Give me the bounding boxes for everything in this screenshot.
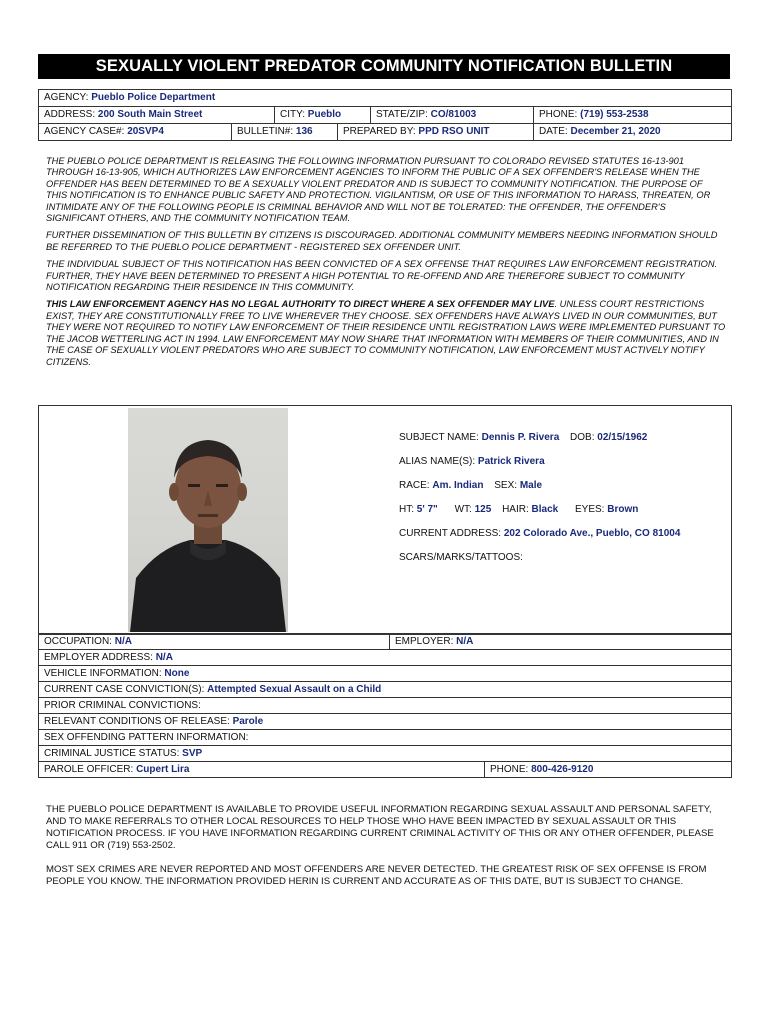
prepared-value: PPD RSO UNIT: [418, 126, 490, 137]
subject-name: Dennis P. Rivera: [481, 432, 560, 443]
bulletin-value: 136: [295, 126, 313, 137]
parole-row: PAROLE OFFICER: Cupert Lira PHONE: 800-426-9120: [39, 762, 731, 777]
agency-value: Pueblo Police Department: [91, 92, 216, 103]
employer-address-value: N/A: [155, 652, 173, 663]
occupation-value: N/A: [114, 636, 132, 647]
subject-box: [38, 405, 732, 635]
physical-line: HT: 5' 7" WT: 125 HAIR: Black EYES: Brown: [399, 504, 639, 515]
intro-paragraph-1: THE PUEBLO POLICE DEPARTMENT IS RELEASING THE FOLLOWING INFORMATION PURSUANT TO COLORADO REVISED STATUTES 16-13-901 THROUGH 16-13-905, WHICH AUTHORIZES LAW ENFORCEMENT AGENCIES TO INFORM THE PUBLIC OF A SEX OFFENDER'S RELEASE WHEN THE OFFENDER HAS BEEN DETERMINED TO BE A SEXUALLY VIOLENT PREDATOR AND IS SUBJECT TO COMMUNITY NOTIFICATION. THE PURPOSE OF THIS NOTIFICATION IS TO ENHANCE PUBLIC SAFETY AND PROTECTION. VIGILANTISM, OR USE OF THIS INFORMATION TO HARASS, THREATEN, OR INTIMIDATE ANY OF THE FOLLOWING PEOPLE IS CRIMINAL BEHAVIOR AND WILL NOT BE TOLERATED: THE OFFENDER, THE OFFENDER'S SIGNIFICANT OTHERS, AND THE COMMUNITY NOTIFICATION TEAM.: [46, 156, 711, 224]
footer-text: [46, 804, 722, 900]
subject-height: 5' 7": [416, 504, 438, 515]
employer-value: N/A: [456, 636, 474, 647]
address-row: ADDRESS: 200 South Main Street CITY: Pueblo STATE/ZIP: CO/81003 PHONE: (719) 553-2538: [39, 107, 731, 124]
subject-sex: Male: [519, 480, 543, 491]
city-value: Pueblo: [307, 109, 342, 120]
statezip-value: CO/81003: [430, 109, 477, 120]
offender-details-table: [38, 633, 732, 778]
footer-paragraph-1: THE PUEBLO POLICE DEPARTMENT IS AVAILABLE TO PROVIDE USEFUL INFORMATION REGARDING SEXUAL ASSAULT AND PERSONAL SAFETY, AND TO MAKE REFERRALS TO OTHER LOCAL RESOURCES TO HELP THOSE WHO HAVE BEEN IMPACTED BY SEXUAL ASSAULT OR THIS NOTIFICATION PROCESS. IF YOU HAVE INFORMATION REGARDING CURRENT CRIMINAL ACTIVITY OF THIS OR ANY OTHER OFFENDER, PLEASE CALL 911 OR (719) 553-2502.: [46, 804, 714, 851]
race-sex-line: RACE: Am. Indian SEX: Male: [399, 480, 543, 491]
prior-conviction-row: PRIOR CRIMINAL CONVICTIONS:: [39, 698, 731, 714]
current-conviction-row: CURRENT CASE CONVICTION(S): Attempted Sexual Assault on a Child: [39, 682, 731, 698]
intro-paragraph-3: THE INDIVIDUAL SUBJECT OF THIS NOTIFICATION HAS BEEN CONVICTED OF A SEX OFFENSE THAT REQUIRES LAW ENFORCEMENT REGISTRATION. FURTHER, THEY HAVE BEEN DETERMINED TO PRESENT A HIGH POTENTIAL TO RE-OFFEND AND ARE THEREFORE SUBJECT TO COMMUNITY NOTIFICATION REGARDING THEIR RESIDENCE IN THIS COMMUNITY.: [46, 259, 718, 293]
bulletin-title: SEXUALLY VIOLENT PREDATOR COMMUNITY NOTIFICATION BULLETIN: [38, 54, 730, 79]
status-row: CRIMINAL JUSTICE STATUS: SVP: [39, 746, 731, 762]
alias-line: ALIAS NAME(S): Patrick Rivera: [399, 456, 545, 467]
intro-paragraph-2: FURTHER DISSEMINATION OF THIS BULLETIN BY CITIZENS IS DISCOURAGED. ADDITIONAL COMMUNITY MEMBERS NEEDING INFORMATION SHOULD BE REFERRED TO THE PUEBLO POLICE DEPARTMENT - REGISTERED SEX OFFENDER UNIT.: [46, 230, 718, 252]
case-value: 20SVP4: [127, 126, 164, 137]
subject-dob: 02/15/1962: [597, 432, 648, 443]
subject-alias: Patrick Rivera: [477, 456, 545, 467]
parole-phone-value: 800-426-9120: [531, 764, 594, 775]
conditions-row: RELEVANT CONDITIONS OF RELEASE: Parole: [39, 714, 731, 730]
intro-paragraph-4: THIS LAW ENFORCEMENT AGENCY HAS NO LEGAL AUTHORITY TO DIRECT WHERE A SEX OFFENDER MAY LIVE. UNLESS COURT RESTRICTIONS EXIST, THEY ARE CONSTITUTIONALLY FREE TO LIVE WHEREVER THEY CHOOSE. SEX OFFENDERS HAVE ALWAYS LIVED IN OUR COMMUNITIES, BUT THEY WERE NOT REQUIRED TO NOTIFY LAW ENFORCEMENT OF THEIR RESIDENCE UNTIL REGISTRATION LAWS WERE IMPLEMENTED PURSUANT TO THE JACOB WETTERLING ACT IN 1994. LAW ENFORCEMENT MAY NOW SHARE THAT INFORMATION WITH MEMBERS OF THEIR COMMUNITIES, AND IN THE CASE OF SEXUALLY VIOLENT PREDATORS WHO ARE SUBJECT TO COMMUNITY NOTIFICATION, LAW ENFORCEMENT MUST ACTIVELY NOTIFY CITIZENS.: [46, 299, 726, 367]
subject-address: 202 Colorado Ave., Pueblo, CO 81004: [503, 528, 681, 539]
footer-paragraph-2: MOST SEX CRIMES ARE NEVER REPORTED AND MOST OFFENDERS ARE NEVER DETECTED. THE GREATEST RISK OF SEX OFFENSE IS FROM PEOPLE YOU KNOW. THE INFORMATION PROVIDED HERIN IS CURRENT AND ACCURATE AS OF THIS DATE, BUT IS SUBJECT TO CHANGE.: [46, 864, 707, 887]
person-photo-icon: [128, 408, 288, 632]
phone-value: (719) 553-2538: [580, 109, 649, 120]
vehicle-row: VEHICLE INFORMATION: None: [39, 666, 731, 682]
parole-officer-value: Cupert Lira: [136, 764, 190, 775]
subject-name-line: SUBJECT NAME: Dennis P. Rivera DOB: 02/15/1962: [399, 432, 648, 443]
case-row: AGENCY CASE#: 20SVP4 BULLETIN#: 136 PREPARED BY: PPD RSO UNIT DATE: December 21, 2020: [39, 124, 731, 140]
date-value: December 21, 2020: [570, 126, 661, 137]
employer-address-row: EMPLOYER ADDRESS: N/A: [39, 650, 731, 666]
agency-row: AGENCY: Pueblo Police Department: [39, 90, 731, 107]
notification-text: [46, 156, 726, 374]
vehicle-value: None: [164, 668, 190, 679]
subject-eyes: Brown: [607, 504, 639, 515]
current-conviction-value: Attempted Sexual Assault on a Child: [207, 684, 382, 695]
scars-line: SCARS/MARKS/TATTOOS:: [399, 552, 523, 563]
address-value: 200 South Main Street: [97, 109, 203, 120]
status-value: SVP: [182, 748, 203, 759]
agency-header-table: [38, 89, 732, 141]
subject-race: Am. Indian: [432, 480, 484, 491]
occupation-row: OCCUPATION: N/A EMPLOYER: N/A: [39, 634, 731, 650]
subject-weight: 125: [474, 504, 492, 515]
subject-hair: Black: [531, 504, 559, 515]
pattern-row: SEX OFFENDING PATTERN INFORMATION:: [39, 730, 731, 746]
current-address-line: CURRENT ADDRESS: 202 Colorado Ave., Pueblo, CO 81004: [399, 528, 681, 539]
conditions-value: Parole: [232, 716, 264, 727]
subject-photo: [128, 408, 288, 632]
